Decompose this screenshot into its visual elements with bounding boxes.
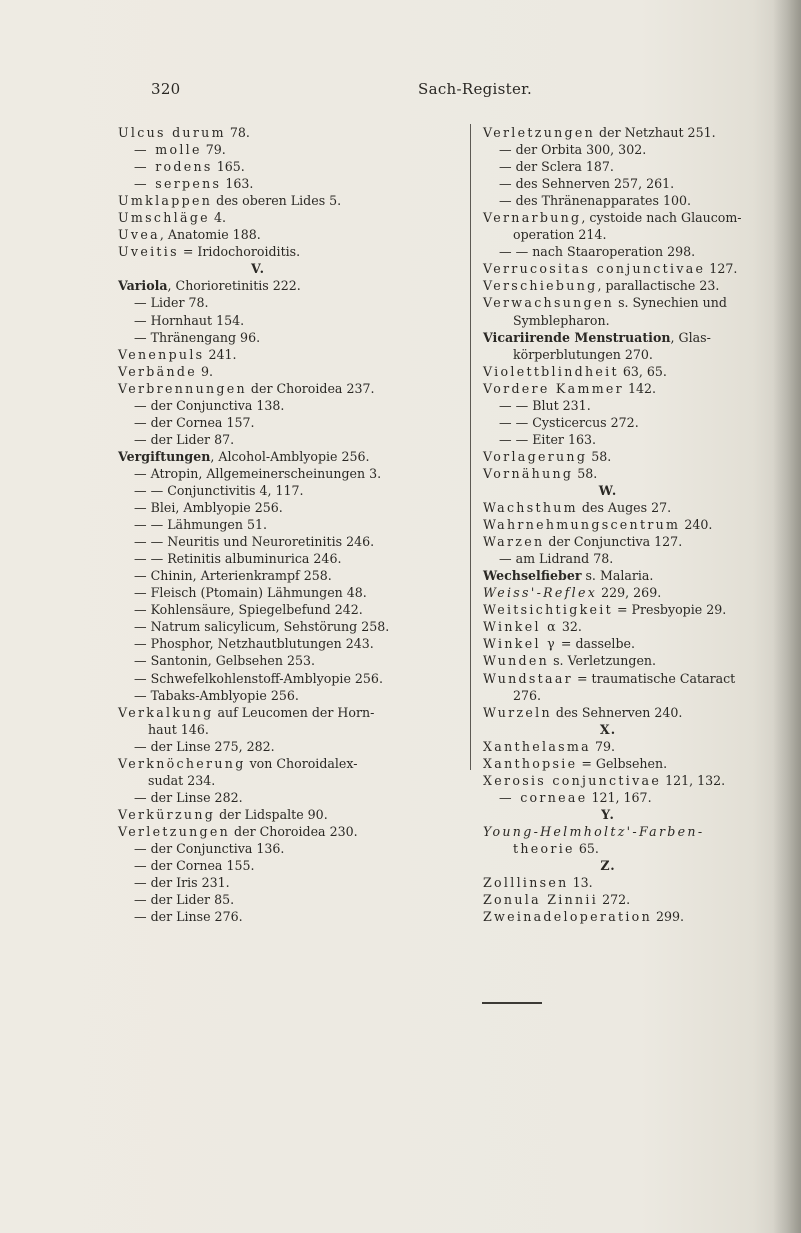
entry-text: — — Blut 231. [499,397,591,413]
footer-rule [482,1002,542,1004]
entry-text: der Choroidea 237. [246,380,375,396]
entry-text: s. Malaria. [581,568,654,584]
entry-text: 4. [209,210,226,226]
entry-text: 272. [598,892,631,908]
section-letter: X. [599,721,617,737]
entry-text: — der Conjunctiva 136. [134,840,285,856]
entry-term: Verwachsungen [483,295,615,311]
index-entry [118,431,463,448]
page-header [0,80,801,100]
entry-text: 78. [225,125,250,140]
entry-text: — Natrum salicylicum, Sehstörung 258. [134,619,390,635]
entry-term: Zweinadeloperation [483,909,652,925]
index-entry [118,687,463,704]
index-entry [118,465,463,482]
entry-text: — Tabaks-Amblyopie 256. [134,687,299,703]
entry-term: Wahrnehmungscentrum [483,517,681,533]
entry-text: der Lidspalte 90. [215,806,328,822]
index-entry [483,567,795,584]
entry-text: — — Neuritis und Neuroretinitis 246. [134,534,375,550]
entry-text: — der Orbita 300, 302. [499,142,647,158]
entry-text: 79. [590,738,616,754]
column-divider [470,124,471,770]
index-entry [118,192,463,209]
index-entry [483,823,795,840]
entry-text: — — Lähmungen 51. [134,517,267,533]
index-entry [483,670,795,687]
index-entry [118,277,463,294]
entry-text: — Chinin, Arterienkrampf 258. [134,568,332,584]
index-entry [118,380,463,397]
entry-text: , Glas- [670,329,711,345]
index-entry [118,704,463,721]
entry-text: s. Verletzungen. [549,653,657,669]
entry-term: Verkalkung [118,704,214,720]
index-entry [483,499,795,516]
entry-text: der Choroidea 230. [230,823,358,839]
entry-term: Zolllinsen [483,875,569,891]
entry-text: 229, 269. [597,585,662,601]
entry-text: — Thränengang 96. [134,329,261,345]
entry-text: = Presbyopie 29. [612,602,727,618]
entry-text: 241. [204,346,237,362]
entry-text: 240. [680,517,713,533]
index-entry [483,141,795,158]
entry-text: , Alcohol-Amblyopie 256. [210,448,370,464]
index-entry [483,908,795,925]
index-entry [118,635,463,652]
index-entry [483,414,795,431]
entry-term: Zonula Zinnii [483,892,599,908]
entry-text: 165. [212,159,245,175]
index-column-right [483,124,795,925]
index-entry [118,499,463,516]
entry-text: 79. [201,142,226,158]
entry-term: Uvea [118,227,160,243]
index-entry [118,857,463,874]
entry-text: , Anatomie 188. [159,227,261,243]
entry-text: — — nach Staaroperation 298. [499,244,696,260]
entry-text: — der Linse 276. [134,909,243,925]
index-entry [483,329,795,346]
entry-text: 121, 167. [587,789,652,805]
index-entry [483,448,795,465]
entry-term: Violettblindheit [483,363,619,379]
entry-term: Vergiftungen [118,448,211,464]
index-entry [483,755,795,772]
index-entry [118,789,463,806]
entry-text: — — Cysticercus 272. [499,414,639,430]
entry-term: Verletzungen [483,125,596,140]
index-entry [118,550,463,567]
index-entry [118,141,463,158]
index-entry [118,806,463,823]
index-entry [483,431,795,448]
entry-term: Weiss'-Reflex [483,585,598,601]
entry-text: 58. [587,448,612,464]
index-entry [483,175,795,192]
entry-term: Venenpuls [118,346,205,362]
entry-term: Verrucositas conjunctivae [483,261,706,277]
entry-text: operation 214. [513,227,607,243]
index-entry [483,618,795,635]
entry-text: 163. [221,176,254,192]
entry-text: 63, 65. [618,363,667,379]
entry-term: Wurzeln [483,704,552,720]
entry-text: 58. [573,465,598,481]
index-entry [483,772,795,789]
index-entry [118,533,463,550]
entry-text: — des Sehnerven 257, 261. [499,176,675,192]
entry-text: — Kohlensäure, Spiegelbefund 242. [134,602,363,618]
entry-term: Verbrennungen [118,380,247,396]
index-entry [483,840,795,857]
index-entry [483,601,795,618]
entry-text: 127. [705,261,738,277]
index-entry [118,567,463,584]
entry-text: sudat 234. [148,772,216,788]
index-entry [483,380,795,397]
index-entry [118,448,463,465]
entry-term: Xerosis conjunctivae [483,772,662,788]
running-title: Sach-Register. [418,80,533,98]
entry-text: — der Linse 275, 282. [134,738,275,754]
entry-term: Verbände [118,363,198,379]
index-entry [483,874,795,891]
index-entry [118,516,463,533]
entry-text: , cystoide nach Glaucom- [581,210,742,226]
index-entry [483,158,795,175]
index-entry [118,755,463,772]
entry-text: — Phosphor, Netzhautblutungen 243. [134,636,374,652]
index-entry [118,158,463,175]
entry-text: — Schwefelkohlenstoff-Amblyopie 256. [134,670,383,686]
entry-text: — der Conjunctiva 138. [134,397,285,413]
entry-term: Vernarbung [483,210,582,226]
entry-text: — Atropin, Allgemeinerscheinungen 3. [134,465,382,481]
entry-text: 9. [197,363,214,379]
index-entry [483,789,795,806]
entry-term: Ulcus durum [118,125,226,140]
page-number: 320 [151,80,181,98]
entry-text: — der Lider 87. [134,431,235,447]
entry-text: , Chorioretinitis 222. [167,278,301,294]
entry-term: Winkel γ [483,636,557,652]
entry-term: — rodens [134,159,213,175]
entry-term: Vicariirende Menstruation [483,329,671,345]
index-entry [118,601,463,618]
index-entry [483,260,795,277]
entry-text: 65. [574,840,599,856]
index-entry [483,243,795,260]
entry-text: des oberen Lides 5. [212,193,342,209]
entry-text: — der Lider 85. [134,892,235,908]
entry-text: — Lider 78. [134,295,209,311]
entry-term: Variola [118,278,168,294]
entry-text: — der Cornea 157. [134,414,255,430]
entry-text: = Iridochoroiditis. [178,244,301,260]
index-column-left [118,124,463,925]
entry-term: Verletzungen [118,823,231,839]
entry-text: — Santonin, Gelbsehen 253. [134,653,315,669]
index-entry [118,721,463,738]
index-entry [483,465,795,482]
index-entry [483,584,795,601]
entry-term: Uveitis [118,244,179,260]
index-entry [118,823,463,840]
index-entry [118,209,463,226]
entry-text: 299. [651,909,685,925]
entry-text: — des Thränenapparates 100. [499,193,691,209]
index-entry [483,891,795,908]
index-entry [483,635,795,652]
index-entry [483,312,795,329]
index-entry [118,670,463,687]
entry-text: , parallactische 23. [597,278,720,294]
index-entry [483,346,795,363]
entry-text: — Blei, Amblyopie 256. [134,500,283,516]
index-entry [118,874,463,891]
index-entry [483,704,795,721]
entry-term: Umklappen [118,193,213,209]
entry-term: — corneae [499,789,588,805]
index-entry [118,243,463,260]
index-entry [118,226,463,243]
entry-term: Weitsichtigkeit [483,602,613,618]
entry-text: 32. [557,619,582,635]
entry-text: Symblepharon. [513,312,610,328]
entry-text: auf Leucomen der Horn- [213,704,375,720]
index-entry [118,414,463,431]
entry-term: Umschläge [118,210,210,226]
entry-text: 276. [513,687,542,703]
index-entry [118,346,463,363]
entry-text: — der Cornea 155. [134,858,255,874]
entry-term: Xanthelasma [483,738,591,754]
entry-term: Vorlagerung [483,448,588,464]
entry-text: — der Iris 231. [134,875,230,891]
index-entry [118,584,463,601]
index-entry [118,294,463,311]
entry-term: Vornähung [483,465,574,481]
index-entry [483,363,795,380]
section-letter: Y. [601,806,615,822]
entry-text: der Conjunctiva 127. [544,534,683,550]
entry-term: Warzen [483,534,545,550]
entry-text: — — Conjunctivitis 4, 117. [134,482,304,498]
entry-text: = dasselbe. [556,636,635,652]
entry-term: — serpens [134,176,222,192]
entry-text: haut 146. [148,721,209,737]
section-letter: V. [251,261,265,277]
index-entry [118,175,463,192]
entry-text: körperblutungen 270. [513,346,653,362]
entry-text: 121, 132. [661,772,726,788]
index-entry [118,908,463,925]
entry-text: von Choroidalex- [245,755,358,771]
entry-text: = Gelbsehen. [577,755,668,771]
entry-term: Winkel α [483,619,558,635]
entry-text: — der Sclera 187. [499,159,614,175]
index-entry [483,652,795,669]
entry-term: Wundstaar [483,670,573,686]
index-entry [483,124,795,141]
entry-term: Wechselfieber [483,568,582,584]
entry-text: 142. [624,380,657,396]
index-entry [483,226,795,243]
entry-text: der Netzhaut 251. [595,125,716,140]
index-entry [118,329,463,346]
index-entry [483,192,795,209]
index-entry [483,277,795,294]
section-letter: Z. [600,858,616,874]
index-entry [483,516,795,533]
entry-term: Wachsthum [483,500,578,516]
entry-text: — — Eiter 163. [499,431,596,447]
index-entry [118,840,463,857]
index-entry [483,397,795,414]
entry-term: Young-Helmholtz'-Farben- [483,823,705,839]
index-entry [483,209,795,226]
index-entry [118,397,463,414]
entry-term: Verknöcherung [118,755,246,771]
entry-text: s. Synechien und [614,295,727,311]
index-entry [118,738,463,755]
entry-term: — molle [134,142,202,158]
index-entry [118,652,463,669]
entry-text: — der Linse 282. [134,789,243,805]
entry-text: — Hornhaut 154. [134,312,245,328]
index-entry [118,772,463,789]
index-entry [483,294,795,311]
entry-text: — am Lidrand 78. [499,551,614,567]
index-entry [118,124,463,141]
index-entry [483,738,795,755]
index-entry [118,363,463,380]
entry-text: = traumatische Cataract [572,670,736,686]
entry-term: Vordere Kammer [483,380,625,396]
index-entry [118,482,463,499]
entry-text: des Auges 27. [577,500,672,516]
entry-term: Wunden [483,653,550,669]
index-entry [483,533,795,550]
entry-text: 13. [568,875,593,891]
index-entry [483,687,795,704]
index-entry [118,618,463,635]
entry-text: des Sehnerven 240. [551,704,683,720]
index-entry [118,312,463,329]
entry-term: Verkürzung [118,806,216,822]
entry-text: — — Retinitis albuminurica 246. [134,551,342,567]
index-entry [118,891,463,908]
index-entry [483,550,795,567]
section-letter: W. [598,482,618,498]
entry-text: — Fleisch (Ptomain) Lähmungen 48. [134,585,367,601]
entry-term: theorie [513,840,575,856]
entry-term: Xanthopsie [483,755,578,771]
entry-term: Verschiebung [483,278,598,294]
